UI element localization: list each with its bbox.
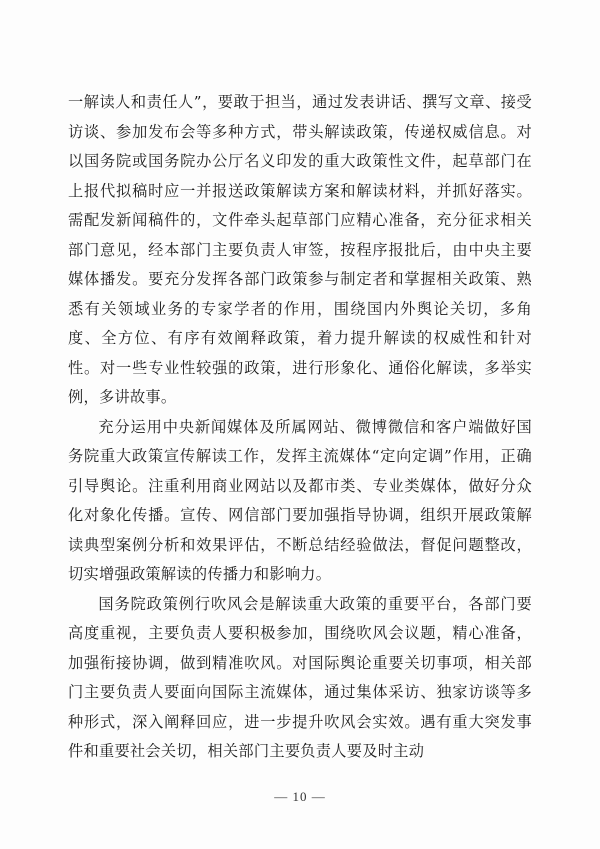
paragraph-3: 国务院政策例行吹风会是解读重大政策的重要平台，各部门要高度重视，主要负责人要积极参加，围绕吹风会议题，精心准备，加强衔接协调，做到精准吹风。对国际舆论重要关切事项，相关部门主要负责人要面向国际主流媒体，通过集体采访、独家访谈等多种形式，深入阐释回应，进一步提升吹风会实效。遇有重大突发事件和重要社会关切，相关部门主要负责人要及时主动 [68, 594, 532, 760]
paragraph-2: 充分运用中央新闻媒体及所属网站、微博微信和客户端做好国务院重大政策宣传解读工作，发挥主流媒体“定向定调”作用，正确引导舆论。注重利用商业网站以及都市类、专业类媒体，做好分众化对象化传播。宣传、网信部门要加强指导协调，组织开展政策解读典型案例分析和效果评估，不断总结经验做法，督促问题整改，切实增强政策解读的传播力和影响力。 [68, 417, 532, 583]
page-number: — 10 — [274, 789, 326, 804]
document-body [68, 88, 532, 767]
paragraph-1: 一解读人和责任人”，要敢于担当，通过发表讲话、撰写文章、接受访谈、参加发布会等多种方式，带头解读政策，传递权威信息。对以国务院或国务院办公厅名义印发的重大政策性文件，起草部门在上报代拟稿时应一并报送政策解读方案和解读材料，并抓好落实。需配发新闻稿件的，文件牵头起草部门应精心准备，充分征求相关部门意见，经本部门主要负责人审签，按程序报批后，由中央主要媒体播发。要充分发挥各部门政策参与制定者和掌握相关政策、熟悉有关领域业务的专家学者的作用，围绕国内外舆论关切，多角度、全方位、有序有效阐释政策，着力提升解读的权威性和针对性。对一些专业性较强的政策，进行形象化、通俗化解读，多举实例，多讲故事。 [68, 93, 532, 406]
